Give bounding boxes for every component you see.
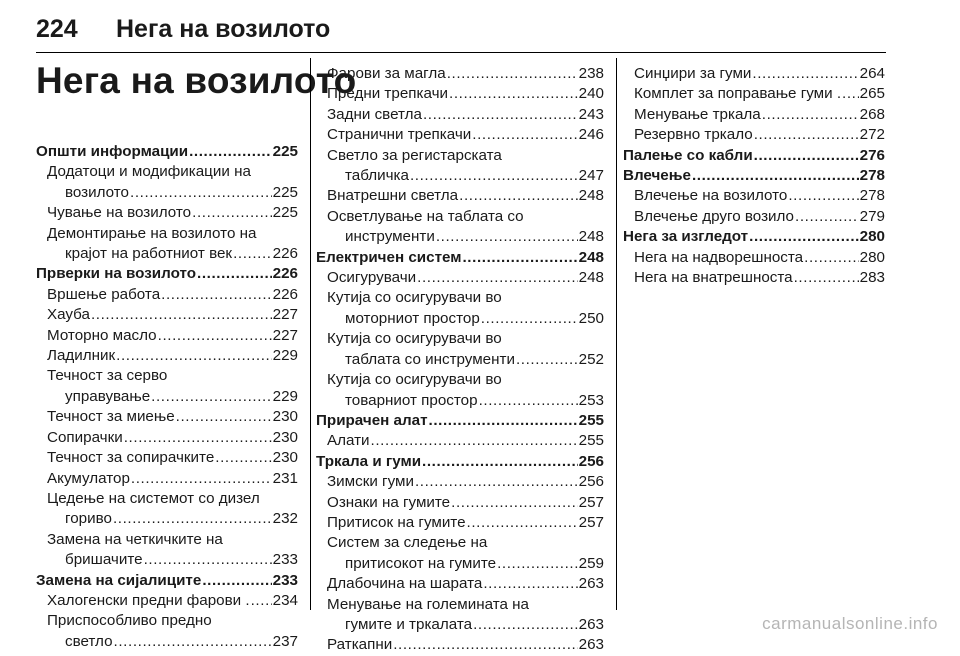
- dot-leader: [189, 142, 272, 162]
- toc-page-number: 279: [859, 207, 885, 225]
- dot-leader: [516, 350, 578, 370]
- toc-entry-label: Нега на надворешноста: [634, 248, 804, 266]
- toc-section-entry[interactable]: [623, 166, 885, 186]
- toc-section-entry[interactable]: [623, 227, 885, 247]
- toc-entry-label: бришачите: [65, 551, 143, 569]
- toc-page-number: 263: [578, 636, 604, 654]
- toc-page-number: 230: [272, 408, 298, 426]
- toc-entry-label: Кутија со осигурувачи во: [327, 289, 502, 307]
- toc-entry[interactable]: [316, 227, 604, 247]
- toc-entry-label: Влечење друго возило: [634, 207, 795, 225]
- dot-leader: [497, 554, 578, 574]
- toc-entry-label: Систем за следење на: [327, 534, 488, 552]
- toc-page-number: 256: [578, 473, 604, 491]
- dot-leader: [429, 411, 578, 431]
- dot-leader: [473, 615, 578, 635]
- toc-section-entry[interactable]: [36, 571, 298, 591]
- dot-leader: [467, 513, 578, 533]
- dot-leader: [113, 509, 272, 529]
- dot-leader: [762, 105, 859, 125]
- toc-entry[interactable]: [36, 448, 298, 468]
- toc-entry[interactable]: [316, 166, 604, 186]
- toc-page-number: 272: [859, 126, 885, 144]
- toc-entry[interactable]: [36, 407, 298, 427]
- toc-page-number: 225: [272, 183, 298, 201]
- toc-page-number: 227: [272, 326, 298, 344]
- toc-entry-label: Менување на големината на: [327, 595, 529, 613]
- section-title: Нега на возилото: [36, 60, 357, 101]
- toc-page-number: 259: [578, 554, 604, 572]
- dot-leader: [754, 146, 859, 166]
- toc-page-number: 280: [859, 228, 885, 246]
- toc-page-number: 264: [859, 65, 885, 82]
- toc-entry-label: Палење со кабли: [623, 146, 753, 164]
- toc-entry-label: Вршење работа: [47, 285, 161, 303]
- toc-entry-label: Менување тркала: [634, 105, 761, 123]
- toc-entry-label: управување: [65, 387, 151, 405]
- dot-leader: [192, 203, 272, 223]
- dot-leader: [754, 125, 859, 145]
- dot-leader: [795, 207, 859, 227]
- toc-entry[interactable]: [316, 64, 604, 84]
- toc-entry[interactable]: [623, 248, 885, 268]
- toc-page-number: 225: [272, 143, 298, 160]
- dot-leader: [479, 391, 578, 411]
- dot-leader: [251, 591, 272, 611]
- toc-column-2: [316, 64, 604, 656]
- toc-entry-label: Влечење на возилото: [634, 187, 788, 205]
- dot-leader: [447, 64, 578, 84]
- toc-entry-label: Прверки на возилото: [36, 265, 197, 283]
- toc-page-number: 238: [578, 65, 604, 82]
- dot-leader: [151, 387, 271, 407]
- toc-entry-label: Светло за регистарската: [327, 146, 502, 164]
- toc-entry-label: Акумулатор: [47, 469, 130, 487]
- toc-entry[interactable]: [623, 186, 885, 206]
- watermark: carmanualsonline.info: [762, 614, 938, 633]
- toc-entry[interactable]: [36, 285, 298, 305]
- toc-entry-label: Раткапни: [327, 636, 393, 654]
- toc-entry-label: Течност за миење: [47, 408, 175, 426]
- dot-leader: [436, 227, 578, 247]
- toc-entry-label: Алати: [327, 432, 370, 450]
- toc-entry[interactable]: [36, 550, 298, 570]
- toc-entry-label: возилото: [65, 183, 129, 201]
- toc-entry-label: Задни светла: [327, 105, 422, 123]
- toc-entry-label: светло: [65, 632, 113, 650]
- toc-page-number: 263: [578, 615, 604, 633]
- toc-entry-label: Електричен систем: [316, 248, 462, 266]
- toc-page-number: 252: [578, 350, 604, 368]
- toc-entry[interactable]: [623, 207, 885, 227]
- toc-entry-label: Нега за изгледот: [623, 228, 749, 246]
- toc-page-number: 278: [859, 167, 885, 185]
- toc-entry[interactable]: [316, 554, 604, 574]
- toc-entry[interactable]: [36, 469, 298, 489]
- toc-entry-label: инструменти: [345, 228, 435, 246]
- dot-leader: [393, 635, 577, 655]
- toc-entry-label: Течност за сопирачките: [47, 449, 215, 467]
- toc-page-number: 278: [859, 187, 885, 205]
- toc-entry-label: Демонтирање на возилото на: [47, 224, 257, 242]
- toc-page-number: 231: [272, 469, 298, 487]
- toc-entry-label: крајот на работниот век: [65, 245, 233, 263]
- toc-page-number: 257: [578, 493, 604, 511]
- toc-entry-label: Кутија со осигурувачи во: [327, 330, 502, 348]
- toc-section-entry[interactable]: [36, 264, 298, 284]
- toc-page-number: 230: [272, 449, 298, 467]
- toc-entry[interactable]: [36, 244, 298, 264]
- toc-entry-label: Притисок на гумите: [327, 513, 466, 531]
- toc-entry-label: Осигурувачи: [327, 269, 417, 287]
- toc-entry[interactable]: [316, 350, 604, 370]
- toc-entry-label: Додатоци и модификации на: [47, 163, 251, 181]
- toc-entry-label: Тркала и гуми: [316, 452, 422, 470]
- toc-entry[interactable]: [623, 125, 885, 145]
- toc-entry-label: Странични трепкачи: [327, 126, 472, 144]
- dot-leader: [415, 472, 578, 492]
- toc-entry[interactable]: [316, 574, 604, 594]
- toc-entry[interactable]: [36, 305, 298, 325]
- toc-page-number: 247: [578, 167, 604, 185]
- column-divider: [310, 58, 311, 610]
- toc-entry-label: Приспособливо предно: [47, 612, 212, 630]
- dot-leader: [417, 268, 578, 288]
- toc-entry[interactable]: [316, 431, 604, 451]
- dot-leader: [842, 84, 859, 104]
- toc-entry-label: Внатрешни светла: [327, 187, 459, 205]
- dot-leader: [215, 448, 271, 468]
- toc-page-number: 226: [272, 245, 298, 263]
- toc-entry-label: Осветлување на таблата со: [327, 207, 524, 225]
- dot-leader: [481, 309, 578, 329]
- toc-page-number: 283: [859, 269, 885, 287]
- toc-entry-label: товарниот простор: [345, 391, 478, 409]
- toc-entry-label: гориво: [65, 510, 112, 528]
- toc-page-number: 280: [859, 248, 885, 266]
- toc-entry[interactable]: [316, 105, 604, 125]
- header-title: Нега на возилото: [116, 14, 331, 43]
- toc-page-number: 240: [578, 85, 604, 103]
- toc-entry-label: таблата со инструменти: [345, 350, 515, 368]
- toc-entry[interactable]: [36, 326, 298, 346]
- dot-leader: [459, 186, 578, 206]
- toc-entry-label: моторниот простор: [345, 309, 480, 327]
- toc-entry[interactable]: [36, 203, 298, 223]
- toc-page-number: 232: [272, 510, 298, 528]
- toc-entry[interactable]: [623, 268, 885, 288]
- toc-entry-label: Моторно масло: [47, 326, 157, 344]
- toc-page-number: 248: [578, 187, 604, 205]
- toc-page-number: 225: [272, 204, 298, 222]
- toc-section-entry[interactable]: [316, 452, 604, 472]
- toc-entry-label: Сопирачки: [47, 428, 123, 446]
- toc-entry-label: притисокот на гумите: [345, 554, 497, 572]
- toc-entry[interactable]: [316, 84, 604, 104]
- toc-page-number: 229: [272, 387, 298, 405]
- dot-leader: [788, 186, 858, 206]
- dot-leader: [462, 248, 577, 268]
- dot-leader: [176, 407, 272, 427]
- toc-page-number: 246: [578, 126, 604, 144]
- toc-column-1: [36, 142, 298, 652]
- toc-entry[interactable]: [316, 391, 604, 411]
- toc-column-3: [623, 64, 885, 288]
- toc-entry-label: Нега на внатрешноста: [634, 269, 793, 287]
- toc-page-number: 253: [578, 391, 604, 409]
- toc-page-number: 248: [578, 269, 604, 287]
- toc-entry-label: Влечење: [623, 167, 691, 185]
- toc-entry[interactable]: [316, 309, 604, 329]
- toc-entry[interactable]: [316, 125, 604, 145]
- toc-entry-label: Длабочина на шарата: [327, 575, 483, 593]
- dot-leader: [472, 125, 577, 145]
- dot-leader: [197, 264, 272, 284]
- toc-entry-label: Халогенски предни фарови .: [47, 591, 250, 609]
- toc-entry-label: Чување на возилото: [47, 204, 192, 222]
- dot-leader: [794, 268, 859, 288]
- toc-entry[interactable]: [316, 472, 604, 492]
- toc-entry-label: Хауба: [47, 306, 90, 324]
- toc-entry-label: гумите и тркалата: [345, 615, 473, 633]
- toc-section-entry[interactable]: [316, 248, 604, 268]
- toc-page-number: 257: [578, 513, 604, 531]
- dot-leader: [422, 452, 578, 472]
- toc-entry-label: Кутија со осигурувачи во: [327, 371, 502, 389]
- toc-entry-label: Течност за серво: [47, 367, 168, 385]
- toc-entry[interactable]: [36, 387, 298, 407]
- page-header: [36, 6, 886, 53]
- toc-page-number: 237: [272, 632, 298, 650]
- toc-entry-label: Синџири за гуми: [634, 65, 752, 82]
- toc-entry[interactable]: [36, 509, 298, 529]
- toc-entry-label: Зимски гуми: [327, 473, 414, 491]
- toc-page-number: 250: [578, 309, 604, 327]
- dot-leader: [161, 285, 272, 305]
- toc-page-number: 265: [859, 85, 885, 103]
- toc-entry[interactable]: [316, 615, 604, 635]
- toc-page-number: 256: [578, 452, 604, 470]
- toc-entry[interactable]: [36, 183, 298, 203]
- toc-entry[interactable]: [36, 346, 298, 366]
- dot-leader: [130, 183, 272, 203]
- toc-page-number: 233: [272, 571, 298, 589]
- toc-entry-label: Цедење на системот со дизел: [47, 489, 260, 507]
- toc-entry[interactable]: [623, 84, 885, 104]
- dot-leader: [131, 469, 272, 489]
- toc-entry[interactable]: [316, 635, 604, 655]
- toc-page-number: 229: [272, 347, 298, 365]
- dot-leader: [116, 346, 272, 366]
- toc-page-number: 243: [578, 105, 604, 123]
- toc-page-number: 233: [272, 551, 298, 569]
- toc-entry-label: Прирачен алат: [316, 411, 428, 429]
- dot-leader: [423, 105, 578, 125]
- toc-page-number: 234: [272, 591, 298, 609]
- dot-leader: [692, 166, 859, 186]
- toc-section-entry[interactable]: [316, 411, 604, 431]
- toc-entry-label: Замена на сијалиците: [36, 571, 202, 589]
- dot-leader: [749, 227, 859, 247]
- toc-page-number: 226: [272, 265, 298, 283]
- toc-page-number: 263: [578, 575, 604, 593]
- toc-page-number: 230: [272, 428, 298, 446]
- toc-section-entry[interactable]: [623, 146, 885, 166]
- toc-page-number: 248: [578, 248, 604, 266]
- dot-leader: [804, 248, 859, 268]
- toc-entry-label: Општи информации: [36, 143, 189, 160]
- toc-page-number: 227: [272, 306, 298, 324]
- dot-leader: [124, 428, 272, 448]
- toc-page-number: 255: [578, 432, 604, 450]
- toc-entry-label: Предни трепкачи: [327, 85, 448, 103]
- toc-page-number: 268: [859, 105, 885, 123]
- dot-leader: [158, 326, 272, 346]
- page-number: 224: [36, 14, 78, 43]
- toc-page-number: 276: [859, 146, 885, 164]
- dot-leader: [410, 166, 578, 186]
- toc-page-number: 226: [272, 285, 298, 303]
- toc-entry[interactable]: [316, 268, 604, 288]
- dot-leader: [144, 550, 272, 570]
- toc-entry[interactable]: [316, 493, 604, 513]
- dot-leader: [752, 64, 858, 84]
- dot-leader: [91, 305, 272, 325]
- toc-entry[interactable]: [36, 428, 298, 448]
- toc-page-number: 255: [578, 411, 604, 429]
- toc-entry[interactable]: [623, 64, 885, 84]
- dot-leader: [233, 244, 272, 264]
- dot-leader: [449, 84, 578, 104]
- toc-entry[interactable]: [36, 591, 298, 611]
- toc-section-entry[interactable]: [36, 142, 298, 162]
- toc-page-number: 248: [578, 228, 604, 246]
- toc-entry-label: Фарови за магла: [327, 65, 446, 82]
- toc-entry-label: Ладилник: [47, 347, 116, 365]
- toc-entry[interactable]: [623, 105, 885, 125]
- dot-leader: [202, 571, 271, 591]
- dot-leader: [371, 431, 578, 451]
- column-divider: [616, 58, 617, 610]
- toc-entry[interactable]: [316, 186, 604, 206]
- dot-leader: [451, 493, 578, 513]
- toc-entry[interactable]: [316, 513, 604, 533]
- toc-entry-label: Замена на четкичките на: [47, 530, 223, 548]
- toc-entry-label: Ознаки на гумите: [327, 493, 451, 511]
- dot-leader: [483, 574, 577, 594]
- toc-entry-label: Резервно тркало: [634, 126, 753, 144]
- toc-entry-label: Комплет за поправање гуми .: [634, 85, 842, 103]
- toc-entry-label: табличка: [345, 167, 409, 185]
